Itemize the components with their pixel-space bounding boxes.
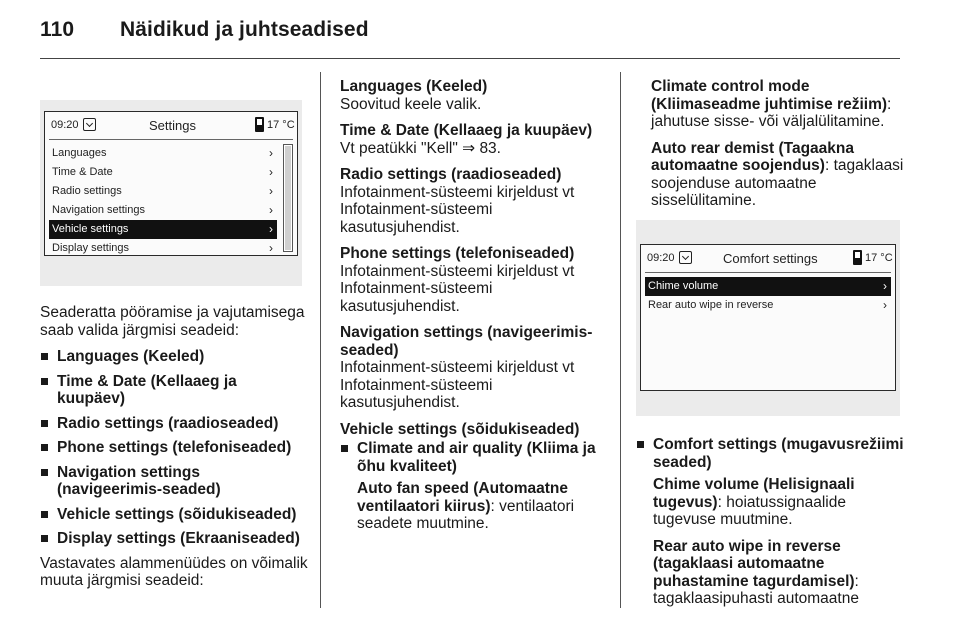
bullet-text: Navigation settings (navigeerimis-seaded): [57, 463, 221, 498]
column-3-bottom: [636, 436, 906, 617]
bullet-square-icon: [41, 378, 48, 385]
bullet-text: Time & Date (Kellaaeg ja kuupäev): [57, 372, 237, 407]
bullet-text: Radio settings (raadioseaded): [57, 414, 279, 432]
menu-item-label: Languages: [52, 147, 107, 159]
column-1: [40, 304, 308, 599]
vehicle-heading: Vehicle settings (sõidukiseaded): [340, 420, 580, 438]
auto-fan-heading: Auto fan speed (Automaatne ventilaatori kiirus): [357, 480, 568, 515]
bullet-time-date: [40, 373, 308, 408]
time-date-heading: Time & Date (Kellaaeg ja kuupäev): [340, 122, 593, 139]
menu-item-label: Chime volume: [648, 280, 719, 292]
bullet-text: Display settings (Ekraaniseaded): [57, 530, 300, 547]
column-2: [340, 78, 602, 542]
bullet-text: Vehicle settings (sõidukiseaded): [57, 505, 297, 523]
auto-fan-text: : ventilaatori seadete muutmine.: [357, 497, 575, 532]
column-divider-1: [320, 72, 321, 608]
bullet-text: Climate and air quality (Kliima ja õhu kvaliteet): [357, 440, 596, 475]
chime-text: : hoiatussignaalide tugevuse muutmine.: [653, 493, 846, 528]
menu-item-chime-volume[interactable]: [645, 277, 891, 296]
menu-item-label: Time & Date: [52, 166, 113, 178]
chevron-right-icon: ›: [269, 146, 273, 160]
bullet-text: Phone settings (telefoniseaded): [57, 439, 292, 456]
phone-text: Infotainment-süsteemi kirjeldust vt Infotainment-süsteemi kasutusjuhendist.: [340, 262, 575, 315]
screen-temperature: 17 °C: [267, 119, 295, 131]
rear-demist-heading: Auto rear demist (Tagaakna automaatne soojendus): [651, 139, 854, 174]
bullet-text: Languages (Keeled): [57, 348, 205, 365]
menu-item-label: Vehicle settings: [52, 223, 129, 235]
phone-icon: [255, 117, 264, 132]
header-rule: [40, 58, 900, 59]
clock-check-icon: [83, 118, 96, 131]
comfort-screen: [640, 244, 896, 391]
menu-item-time-date[interactable]: [49, 163, 277, 182]
menu-item-navigation-settings[interactable]: [49, 201, 277, 220]
screen-divider: [645, 272, 891, 273]
screen-title: Comfort settings: [723, 251, 818, 266]
bullet-climate: [340, 440, 602, 475]
navigation-text: Infotainment-süsteemi kirjeldust vt Infotainment-süsteemi kasutusjuhendist.: [340, 359, 575, 411]
screen-temperature: 17 °C: [865, 252, 893, 264]
bullet-square-icon: [41, 420, 48, 427]
menu-item-label: Radio settings: [52, 185, 122, 197]
column-3-top: [634, 78, 904, 219]
outro-paragraph: Vastavates alammenüüdes on võimalik muuta järgmisi seadeid:: [40, 554, 308, 589]
bullet-square-icon: [341, 445, 348, 452]
menu-item-languages[interactable]: [49, 144, 277, 163]
comfort-screen-panel: [636, 220, 900, 416]
screen-status-bar: [45, 112, 297, 140]
phone-icon: [853, 250, 862, 265]
chevron-right-icon: ›: [269, 203, 273, 217]
bullet-radio-settings: [40, 415, 308, 433]
bullet-square-icon: [41, 469, 48, 476]
bullet-comfort: [636, 436, 906, 471]
screen-time: 09:20: [647, 252, 675, 264]
menu-item-radio-settings[interactable]: [49, 182, 277, 201]
rear-demist-text: : tagaklaasi soojenduse automaatne sisselülitamine.: [651, 157, 904, 209]
bullet-display-settings: [40, 530, 308, 548]
phone-heading: Phone settings (telefoniseaded): [340, 245, 575, 262]
screen-time: 09:20: [51, 119, 79, 131]
radio-heading: Radio settings (raadioseaded): [340, 166, 562, 183]
bullet-square-icon: [41, 535, 48, 542]
chevron-right-icon: ›: [269, 184, 273, 198]
scrollbar[interactable]: [283, 144, 293, 252]
climate-mode-heading: Climate control mode (Kliimaseadme juhtimise režiim): [651, 78, 888, 113]
chime-heading: Chime volume (Helisignaali tugevus): [653, 476, 855, 511]
screen-divider: [49, 139, 293, 140]
chevron-right-icon: ›: [269, 222, 273, 236]
menu-item-label: Display settings: [52, 242, 130, 254]
chevron-right-icon: ›: [883, 298, 887, 312]
bullet-vehicle-settings: [40, 506, 308, 524]
climate-mode-text: : jahutuse sisse- või väljalülitamine.: [651, 95, 892, 130]
navigation-heading: Navigation settings (navigeerimis-seaded): [340, 324, 593, 359]
bullet-square-icon: [41, 511, 48, 518]
bullet-square-icon: [41, 444, 48, 451]
radio-text: Infotainment-süsteemi kirjeldust vt Infotainment-süsteemi kasutusjuhendist.: [340, 183, 575, 236]
bullet-square-icon: [637, 441, 644, 448]
scrollbar-thumb[interactable]: [285, 146, 291, 250]
languages-text: Soovitud keele valik.: [340, 95, 482, 113]
menu-item-display-settings[interactable]: [49, 239, 277, 258]
screen-status-bar: [641, 245, 895, 273]
languages-heading: Languages (Keeled): [340, 78, 488, 95]
menu-item-rear-auto-wipe[interactable]: [645, 296, 891, 315]
settings-screen-panel: [40, 100, 302, 286]
clock-check-icon: [679, 251, 692, 264]
rear-wipe-heading: Rear auto wipe in reverse (tagaklaasi automaatne puhastamine tagurdamisel): [653, 537, 855, 590]
bullet-navigation-settings: [40, 464, 308, 499]
intro-paragraph: Seaderatta pööramise ja vajutamisega saab valida järgmisi seadeid:: [40, 304, 305, 339]
bullet-square-icon: [41, 353, 48, 360]
rear-wipe-text: : tagaklaasipuhasti automaatne: [653, 572, 859, 607]
menu-item-label: Rear auto wipe in reverse: [648, 299, 774, 311]
page-header: [40, 18, 369, 42]
chevron-right-icon: ›: [269, 241, 273, 255]
page-title: Näidikud ja juhtseadised: [120, 18, 369, 41]
menu-item-vehicle-settings[interactable]: [49, 220, 277, 239]
bullet-phone-settings: [40, 439, 308, 457]
chevron-right-icon: ›: [269, 165, 273, 179]
time-date-text: Vt peatükki "Kell" ⇒ 83.: [340, 139, 501, 157]
settings-screen: [44, 111, 298, 256]
chevron-right-icon: ›: [883, 279, 887, 293]
screen-title: Settings: [149, 118, 196, 133]
bullet-languages: [40, 348, 308, 366]
menu-item-label: Navigation settings: [52, 204, 145, 216]
column-divider-2: [620, 72, 621, 608]
bullet-text: Comfort settings (mugavusrežiimi seaded): [653, 436, 904, 471]
page-number: 110: [40, 18, 75, 41]
